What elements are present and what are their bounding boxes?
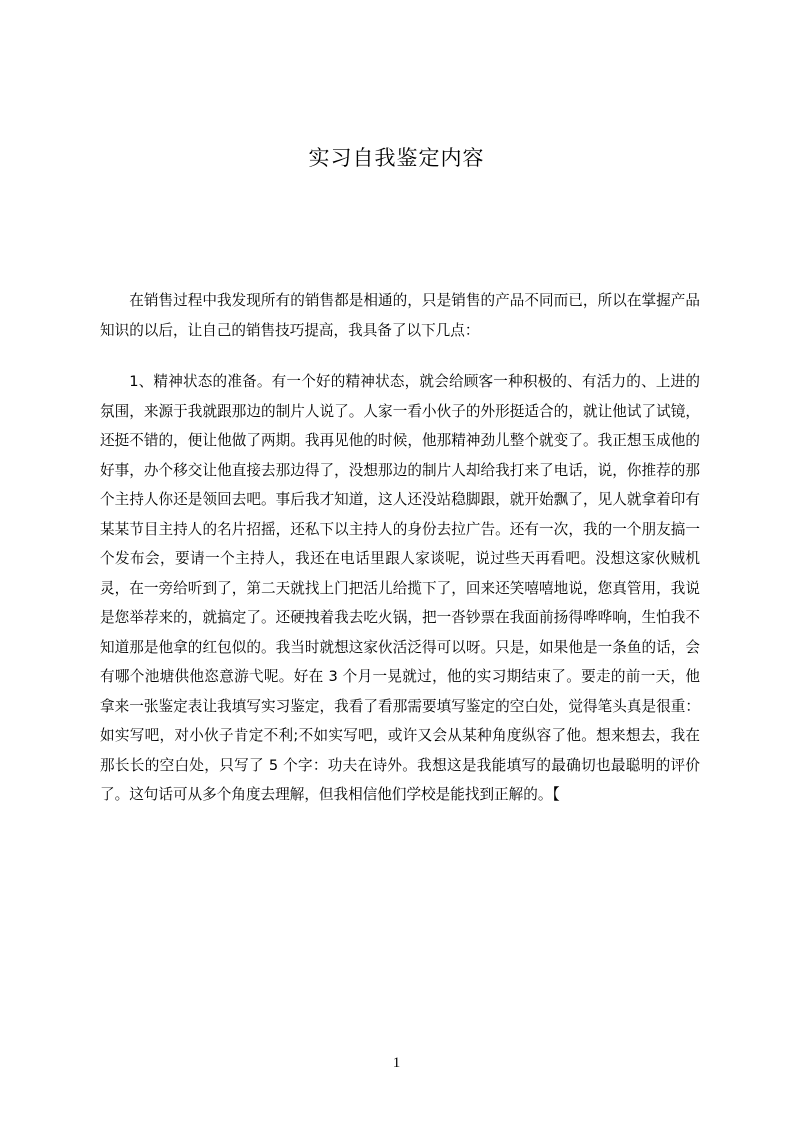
paragraph-body: 1、精神状态的准备。有一个好的精神状态，就会给顾客一种积极的、有活力的、上进的氛围，来源于我就跟那边的制片人说了。人家一看小伙子的外形挺适合的，就让他试了试镜，还挺不错的，便让他做了两期。我再见他的时候，他那精神劲儿整个就变了。我正想玉成他的好事，办个移交让他直接去那边得了，没想那边的制片人却给我打来了电话，说，你推荐的那个主持人你还是领回去吧。事后我才知道，这人还没站稳脚跟，就开始飘了，见人就拿着印有某某节目主持人的名片招摇，还私下以主持人的身份去拉广告。还有一次，我的一个朋友搞一个发布会，要请一个主持人，我还在电话里跟人家谈呢，说过些天再看吧。没想这家伙贼机灵，在一旁给听到了，第二天就找上门把活儿给揽下了，回来还笑嘻嘻地说，您真管用，我说是您举荐来的，就搞定了。还硬拽着我去吃火锅，把一沓钞票在我面前扬得哗哗响，生怕我不知道那是他拿的红包似的。我当时就想这家伙活泛得可以呀。只是，如果他是一条鱼的话，会有哪个池塘供他恣意游弋呢。好在 3 个月一晃就过，他的实习期结束了。要走的前一天，他拿来一张鉴定表让我填写实习鉴定，我看了看那需要填写鉴定的空白处，觉得笔头真是很重：如实写吧，对小伙子肯定不利;不如实写吧，或许又会从某种角度纵容了他。想来想去，我在那长长的空白处，只写了 5 个字：功夫在诗外。我想这是我能填写的最确切也最聪明的评价了。这句话可从多个角度去理解，但我相信他们学校是能找到正解的。【 (100, 373, 700, 803)
page-number: 1 (392, 1055, 401, 1071)
page-title: 实习自我鉴定内容 (308, 146, 485, 170)
paragraph-intro: 在销售过程中我发现所有的销售都是相通的，只是销售的产品不同而已，所以在掌握产品知识的以后，让自己的销售技巧提高，我具备了以下几点： (100, 292, 700, 339)
